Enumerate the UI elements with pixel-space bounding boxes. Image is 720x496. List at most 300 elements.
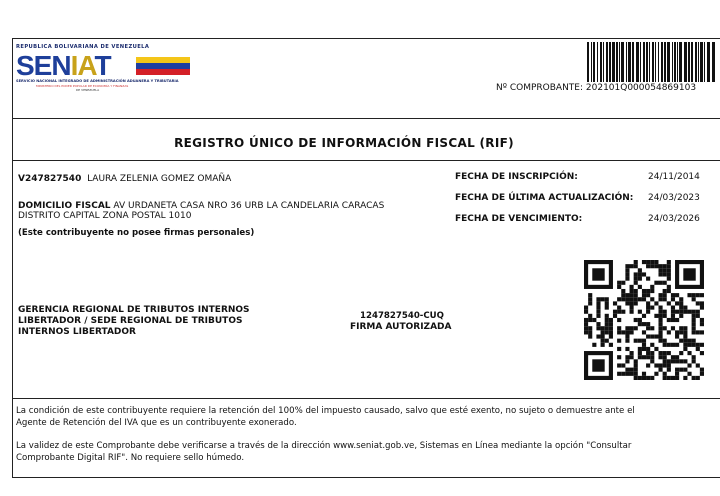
qr-module xyxy=(630,351,634,355)
qr-module xyxy=(625,368,629,372)
firma-label: FIRMA AUTORIZADA xyxy=(350,322,452,332)
qr-module xyxy=(658,334,662,338)
qr-module xyxy=(683,310,687,314)
qr-module xyxy=(588,297,592,301)
qr-module xyxy=(596,310,600,314)
barcode-bar xyxy=(688,42,690,82)
barcode-bar xyxy=(587,42,589,82)
qr-module xyxy=(625,301,629,305)
barcode-bar xyxy=(593,42,595,82)
qr-module xyxy=(617,326,621,330)
qr-module xyxy=(609,318,613,322)
qr-module xyxy=(675,334,679,338)
qr-module xyxy=(671,355,675,359)
qr-module xyxy=(658,318,662,322)
gerencia-line1: GERENCIA REGIONAL DE TRIBUTOS INTERNOS xyxy=(18,305,250,315)
qr-module xyxy=(683,330,687,334)
qr-module xyxy=(671,326,675,330)
qr-module xyxy=(650,351,654,355)
qr-module xyxy=(646,260,650,264)
qr-module xyxy=(667,318,671,322)
qr-module xyxy=(625,339,629,343)
qr-module xyxy=(634,264,638,268)
qr-module xyxy=(654,260,658,264)
vencimiento-value: 24/03/2026 xyxy=(648,214,700,224)
qr-module xyxy=(683,326,687,330)
vencimiento-label: FECHA DE VENCIMIENTO: xyxy=(455,214,583,224)
qr-module xyxy=(696,310,700,314)
qr-module xyxy=(638,310,642,314)
qr-module xyxy=(617,285,621,289)
inscripcion-label: FECHA DE INSCRIPCIÓN: xyxy=(455,172,578,182)
qr-module xyxy=(679,351,683,355)
barcode-bar xyxy=(679,42,682,82)
qr-module xyxy=(584,306,588,310)
qr-module xyxy=(588,326,592,330)
qr-module xyxy=(700,351,704,355)
qr-module xyxy=(663,372,667,376)
barcode-bar xyxy=(652,42,654,82)
qr-module xyxy=(696,363,700,367)
qr-module xyxy=(679,339,683,343)
qr-module xyxy=(601,326,605,330)
fiscal-address-line2: DISTRITO CAPITAL ZONA POSTAL 1010 xyxy=(18,211,192,221)
divider-header xyxy=(12,118,720,119)
qr-module xyxy=(625,372,629,376)
qr-module xyxy=(584,310,588,314)
barcode-bar xyxy=(621,42,624,82)
barcode-bar xyxy=(597,42,598,82)
qr-module xyxy=(605,314,609,318)
qr-module xyxy=(625,297,629,301)
barcode-bar xyxy=(643,42,645,82)
divider-footer xyxy=(12,398,720,399)
qr-module xyxy=(679,359,683,363)
gerencia-line2: LIBERTADOR / SEDE REGIONAL DE TRIBUTOS xyxy=(18,316,243,326)
qr-module xyxy=(621,289,625,293)
barcode-bar xyxy=(636,42,639,82)
qr-module xyxy=(646,264,650,268)
qr-module xyxy=(630,330,634,334)
qr-module xyxy=(634,339,638,343)
qr-module xyxy=(592,318,596,322)
validity-note-line2: Comprobante Digital RIF". No requiere sello húmedo. xyxy=(16,453,245,463)
qr-module xyxy=(683,306,687,310)
validity-note-line1: La validez de este Comprobante debe verificarse a través de la dirección www.seniat.gob.ve, Sistemas en Línea mediante la opción "Consultar xyxy=(16,441,632,451)
qr-module xyxy=(646,277,650,281)
qr-module xyxy=(679,301,683,305)
qr-module xyxy=(667,359,671,363)
qr-module xyxy=(617,318,621,322)
barcode-bar xyxy=(591,42,592,82)
qr-module xyxy=(617,310,621,314)
qr-module xyxy=(675,372,679,376)
qr-module xyxy=(692,322,696,326)
qr-module xyxy=(663,376,667,380)
qr-module xyxy=(663,289,667,293)
qr-module xyxy=(687,339,691,343)
qr-module xyxy=(663,310,667,314)
qr-module xyxy=(658,339,662,343)
qr-module xyxy=(605,301,609,305)
qr-module xyxy=(621,372,625,376)
qr-module xyxy=(687,310,691,314)
qr-module xyxy=(663,264,667,268)
qr-module xyxy=(687,343,691,347)
qr-module xyxy=(609,334,613,338)
qr-module xyxy=(596,306,600,310)
qr-module xyxy=(634,301,638,305)
qr-module xyxy=(588,293,592,297)
qr-module xyxy=(671,343,675,347)
qr-module xyxy=(658,330,662,334)
qr-module xyxy=(601,297,605,301)
qr-module xyxy=(646,351,650,355)
qr-module xyxy=(663,272,667,276)
qr-module xyxy=(654,314,658,318)
qr-module xyxy=(650,359,654,363)
qr-module xyxy=(621,310,625,314)
qr-module xyxy=(683,368,687,372)
qr-module xyxy=(617,347,621,351)
qr-module xyxy=(605,297,609,301)
qr-module xyxy=(646,310,650,314)
qr-module xyxy=(658,368,662,372)
qr-module xyxy=(638,339,642,343)
qr-module xyxy=(601,334,605,338)
qr-module xyxy=(588,314,592,318)
barcode-bar xyxy=(655,42,656,82)
qr-module xyxy=(692,318,696,322)
qr-module xyxy=(642,260,646,264)
qr-module xyxy=(638,355,642,359)
qr-module xyxy=(625,355,629,359)
qr-code-icon xyxy=(584,260,704,380)
qr-module xyxy=(630,297,634,301)
qr-module xyxy=(683,359,687,363)
qr-module xyxy=(642,322,646,326)
qr-module xyxy=(692,355,696,359)
qr-module xyxy=(696,343,700,347)
qr-module xyxy=(675,359,679,363)
qr-module xyxy=(671,314,675,318)
qr-module xyxy=(692,297,696,301)
rif-certificate xyxy=(12,38,720,478)
ministry-label: MINISTERIO DEL PODER POPULAR DE ECONOMÍA Y FINANZAS xyxy=(36,84,129,88)
qr-module xyxy=(675,368,679,372)
qr-module xyxy=(596,301,600,305)
qr-module xyxy=(700,306,704,310)
qr-module xyxy=(596,322,600,326)
qr-module xyxy=(605,318,609,322)
qr-module xyxy=(696,347,700,351)
qr-finder xyxy=(592,359,604,371)
barcode-bar xyxy=(707,42,710,82)
barcode-bar xyxy=(646,42,648,82)
barcode-bar xyxy=(704,42,705,82)
qr-module xyxy=(675,343,679,347)
qr-module xyxy=(700,301,704,305)
qr-module xyxy=(658,306,662,310)
barcode-bar xyxy=(640,42,641,82)
qr-module xyxy=(638,268,642,272)
qr-module xyxy=(601,339,605,343)
qr-module xyxy=(646,293,650,297)
qr-module xyxy=(634,326,638,330)
barcode-bar xyxy=(712,42,715,82)
actualizacion-value: 24/03/2023 xyxy=(648,193,700,203)
qr-module xyxy=(601,343,605,347)
qr-module xyxy=(667,301,671,305)
qr-module xyxy=(675,310,679,314)
qr-module xyxy=(625,268,629,272)
qr-module xyxy=(642,376,646,380)
barcode-bar xyxy=(698,42,699,82)
qr-module xyxy=(650,285,654,289)
qr-module xyxy=(621,281,625,285)
qr-module xyxy=(625,264,629,268)
qr-module xyxy=(663,281,667,285)
republic-label: REPUBLICA BOLIVARIANA DE VENEZUELA xyxy=(16,44,150,50)
qr-module xyxy=(630,289,634,293)
qr-module xyxy=(700,293,704,297)
qr-module xyxy=(646,326,650,330)
qr-module xyxy=(700,318,704,322)
qr-module xyxy=(687,372,691,376)
qr-module xyxy=(663,343,667,347)
qr-module xyxy=(700,343,704,347)
qr-module xyxy=(667,264,671,268)
qr-module xyxy=(596,334,600,338)
qr-module xyxy=(617,330,621,334)
qr-module xyxy=(671,318,675,322)
qr-module xyxy=(654,363,658,367)
qr-module xyxy=(621,363,625,367)
barcode-bar xyxy=(609,42,611,82)
qr-module xyxy=(650,289,654,293)
qr-module xyxy=(679,330,683,334)
qr-module xyxy=(692,310,696,314)
barcode-bar xyxy=(664,42,666,82)
qr-module xyxy=(588,330,592,334)
qr-module xyxy=(617,363,621,367)
qr-module xyxy=(658,272,662,276)
barcode-bar xyxy=(616,42,618,82)
barcode-bar xyxy=(626,42,627,82)
barcode-icon xyxy=(587,42,720,82)
qr-module xyxy=(663,268,667,272)
qr-module xyxy=(667,368,671,372)
qr-module xyxy=(683,334,687,338)
qr-module xyxy=(609,343,613,347)
qr-module xyxy=(642,339,646,343)
qr-module xyxy=(617,281,621,285)
qr-module xyxy=(683,339,687,343)
qr-module xyxy=(646,355,650,359)
seniat-logo xyxy=(16,44,206,94)
barcode-bar xyxy=(672,42,673,82)
qr-module xyxy=(654,347,658,351)
qr-module xyxy=(642,347,646,351)
barcode-bar xyxy=(600,42,602,82)
ministry-sublabel: DE VENEZUELA xyxy=(76,88,100,92)
qr-module xyxy=(667,343,671,347)
qr-module xyxy=(658,264,662,268)
barcode-bar xyxy=(661,42,663,82)
qr-module xyxy=(642,355,646,359)
qr-module xyxy=(646,289,650,293)
qr-module xyxy=(650,326,654,330)
qr-module xyxy=(584,322,588,326)
qr-module xyxy=(621,330,625,334)
qr-module xyxy=(646,334,650,338)
qr-module xyxy=(617,355,621,359)
qr-module xyxy=(658,322,662,326)
qr-module xyxy=(630,264,634,268)
retention-note-line2: Agente de Retención del IVA que es un contribuyente exonerado. xyxy=(16,418,297,428)
qr-module xyxy=(638,376,642,380)
qr-module xyxy=(700,330,704,334)
qr-module xyxy=(658,326,662,330)
retention-note-line1: La condición de este contribuyente requiere la retención del 100% del impuesto causado, salvo que esté exento, no sujeto o demuestre ante el xyxy=(16,406,635,416)
qr-module xyxy=(634,372,638,376)
qr-module xyxy=(667,285,671,289)
qr-module xyxy=(621,293,625,297)
qr-module xyxy=(634,363,638,367)
qr-module xyxy=(642,372,646,376)
qr-module xyxy=(630,293,634,297)
qr-module xyxy=(646,363,650,367)
qr-module xyxy=(650,264,654,268)
qr-module xyxy=(642,343,646,347)
qr-module xyxy=(646,306,650,310)
barcode-bar xyxy=(619,42,620,82)
qr-module xyxy=(638,297,642,301)
qr-module xyxy=(613,301,617,305)
qr-module xyxy=(638,347,642,351)
qr-module xyxy=(658,351,662,355)
qr-module xyxy=(630,310,634,314)
qr-module xyxy=(700,372,704,376)
qr-module xyxy=(638,285,642,289)
qr-module xyxy=(675,293,679,297)
barcode-bar xyxy=(628,42,631,82)
taxpayer-id: V247827540 LAURA ZELENIA GOMEZ OMAÑA xyxy=(18,174,232,184)
qr-module xyxy=(658,268,662,272)
qr-module xyxy=(700,368,704,372)
qr-module xyxy=(584,330,588,334)
barcode-bar xyxy=(667,42,670,82)
qr-module xyxy=(700,322,704,326)
qr-module xyxy=(654,301,658,305)
qr-module xyxy=(605,306,609,310)
qr-module xyxy=(625,334,629,338)
qr-module xyxy=(692,339,696,343)
qr-module xyxy=(650,343,654,347)
qr-module xyxy=(646,376,650,380)
qr-module xyxy=(650,376,654,380)
qr-module xyxy=(667,272,671,276)
qr-module xyxy=(650,260,654,264)
venezuela-flag-icon xyxy=(136,57,190,75)
qr-module xyxy=(679,310,683,314)
qr-module xyxy=(634,277,638,281)
qr-module xyxy=(613,314,617,318)
qr-module xyxy=(663,355,667,359)
qr-module xyxy=(638,272,642,276)
qr-module xyxy=(634,260,638,264)
qr-module xyxy=(675,355,679,359)
qr-module xyxy=(642,293,646,297)
qr-module xyxy=(696,330,700,334)
qr-module xyxy=(634,289,638,293)
qr-module xyxy=(634,318,638,322)
qr-module xyxy=(634,359,638,363)
qr-module xyxy=(642,314,646,318)
qr-module xyxy=(630,306,634,310)
qr-module xyxy=(654,372,658,376)
qr-module xyxy=(687,351,691,355)
qr-module xyxy=(663,339,667,343)
qr-module xyxy=(696,376,700,380)
qr-module xyxy=(617,339,621,343)
qr-module xyxy=(638,318,642,322)
qr-module xyxy=(679,314,683,318)
qr-module xyxy=(596,314,600,318)
barcode-bar xyxy=(603,42,604,82)
qr-module xyxy=(675,330,679,334)
qr-module xyxy=(687,363,691,367)
barcode-bar xyxy=(632,42,634,82)
fiscal-address: DOMICILIO FISCAL AV URDANETA CASA NRO 36 URB LA CANDELARIA CARACAS xyxy=(18,201,385,211)
qr-module xyxy=(642,289,646,293)
divider-title xyxy=(12,160,720,161)
qr-module xyxy=(609,326,613,330)
barcode-bar xyxy=(606,42,608,82)
qr-module xyxy=(671,306,675,310)
qr-module xyxy=(605,322,609,326)
qr-module xyxy=(634,272,638,276)
qr-module xyxy=(671,297,675,301)
qr-module xyxy=(696,314,700,318)
qr-module xyxy=(692,359,696,363)
barcode-bar xyxy=(677,42,678,82)
signature-note: (Este contribuyente no posee firmas personales) xyxy=(18,228,255,238)
qr-module xyxy=(617,306,621,310)
qr-module xyxy=(634,293,638,297)
qr-module xyxy=(654,264,658,268)
qr-module xyxy=(638,277,642,281)
qr-module xyxy=(658,281,662,285)
barcode-bar xyxy=(649,42,650,82)
comprobante-number: Nº COMPROBANTE: 202101Q000054869103 xyxy=(496,83,697,93)
qr-module xyxy=(638,322,642,326)
qr-module xyxy=(625,326,629,330)
qr-module xyxy=(683,347,687,351)
qr-module xyxy=(584,318,588,322)
qr-module xyxy=(667,351,671,355)
document-title: REGISTRO ÚNICO DE INFORMACIÓN FISCAL (RIF) xyxy=(174,136,514,150)
qr-module xyxy=(692,343,696,347)
qr-module xyxy=(667,268,671,272)
qr-module xyxy=(671,376,675,380)
qr-module xyxy=(609,322,613,326)
qr-module xyxy=(625,330,629,334)
qr-module xyxy=(654,334,658,338)
qr-module xyxy=(679,368,683,372)
gerencia-line3: INTERNOS LIBERTADOR xyxy=(18,327,136,337)
qr-module xyxy=(588,301,592,305)
